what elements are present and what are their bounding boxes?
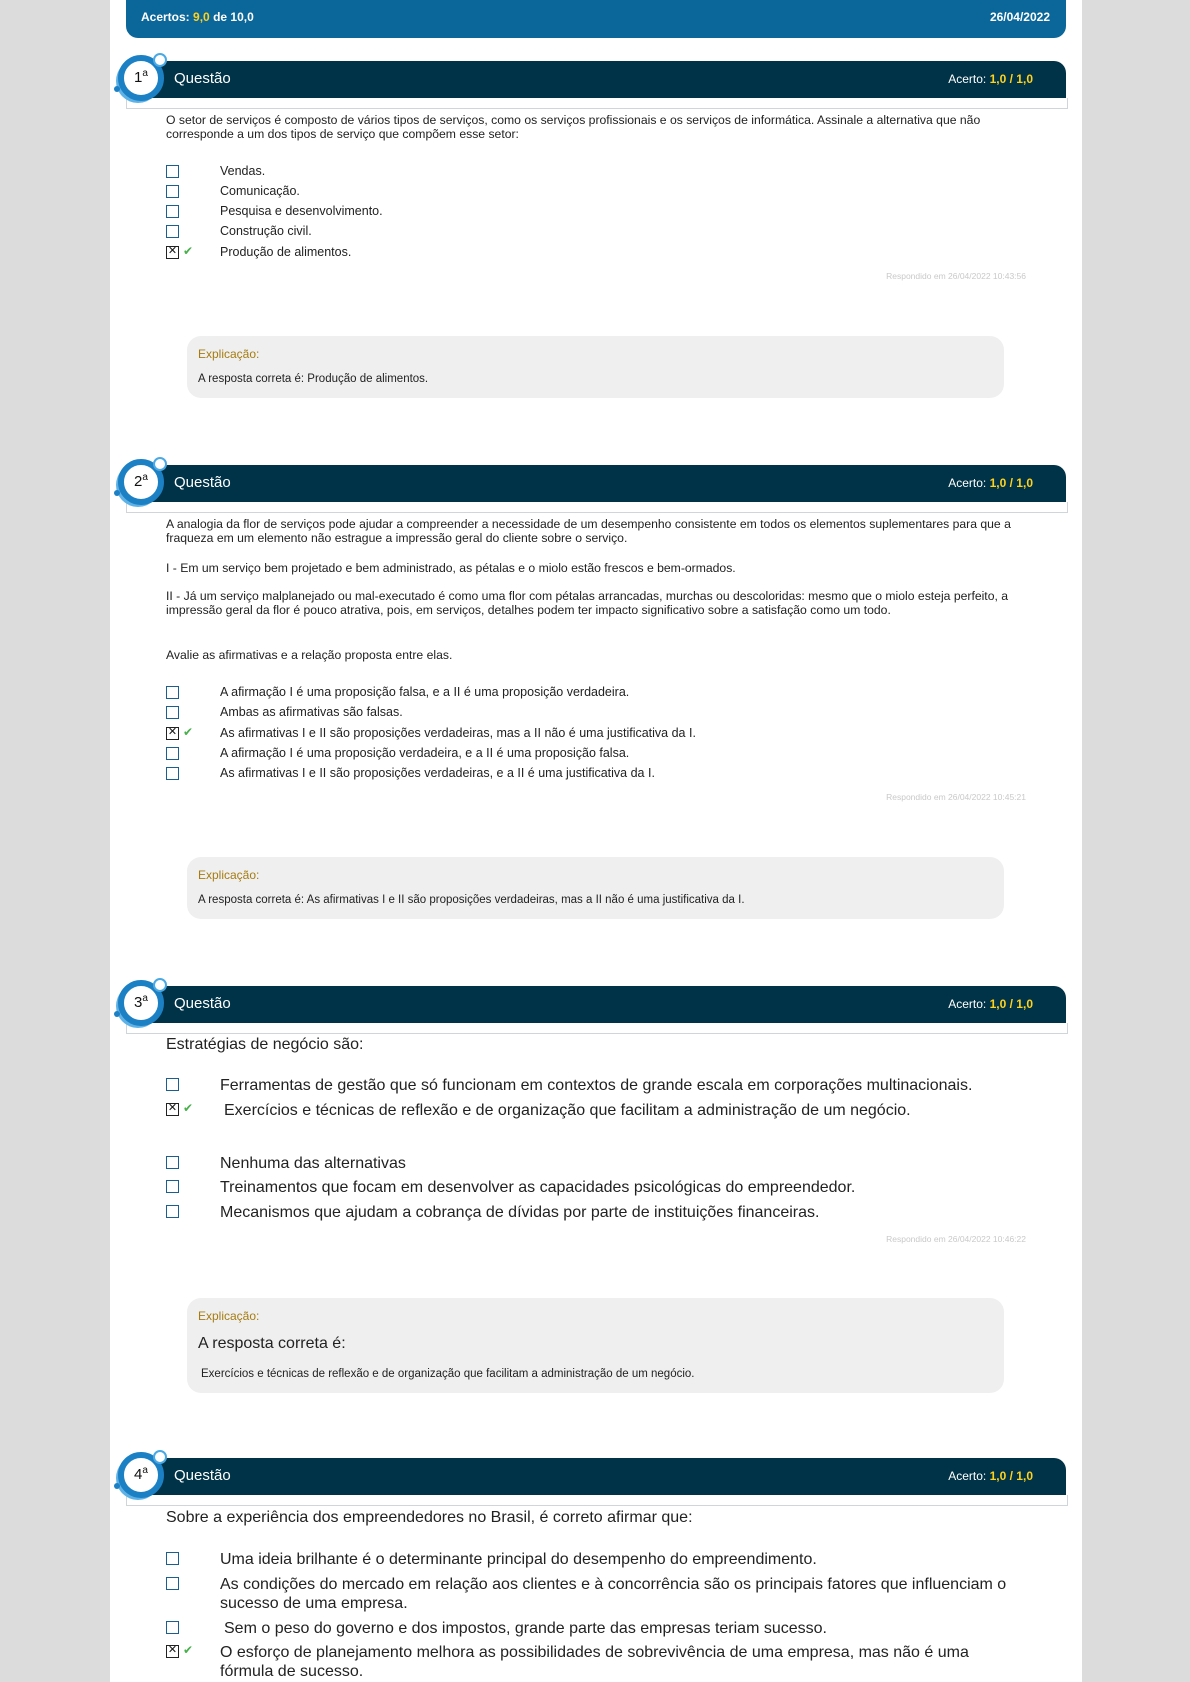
question-score <box>948 997 1033 1011</box>
header-underline <box>126 1495 1068 1506</box>
option-checkbox[interactable] <box>166 185 179 198</box>
exam-date: 26/04/2022 <box>989 10 1050 24</box>
explanation-box <box>187 857 1004 919</box>
option-label: Sem o peso do governo e dos impostos, grande parte das empresas teriam sucesso. <box>224 1620 827 1637</box>
option-label: Uma ideia brilhante é o determinante principal do desempenho do empreendimento. <box>220 1551 817 1568</box>
question-title: Questão <box>174 474 231 491</box>
question-statement: Sobre a experiência dos empreendedores no Brasil, é correto afirmar que: <box>166 1509 693 1526</box>
option-label: A afirmação I é uma proposição verdadeira, e a II é uma proposição falsa. <box>220 746 630 760</box>
option-label: Nenhuma das alternativas <box>220 1155 406 1172</box>
question-number-badge <box>118 1452 164 1498</box>
explanation-box <box>187 1298 1004 1393</box>
question-number: 3 <box>134 994 143 1011</box>
statement-part-i: I - Em um serviço bem projetado e bem administrado, as pétalas e o miolo estão frescos e bem-ormados. <box>166 561 736 575</box>
correct-check-icon: ✔ <box>183 244 194 258</box>
option-checkbox[interactable] <box>166 1577 179 1590</box>
option-label: O esforço de planejamento melhora as possibilidades de sobrevivência de uma empresa, mas não é uma fórmula de sucesso. <box>220 1644 969 1680</box>
option-label: Ambas as afirmativas são falsas. <box>220 705 403 719</box>
option-label: Mecanismos que ajudam a cobrança de dívidas por parte de instituições financeiras. <box>220 1204 820 1221</box>
score-value: 1,0 <box>989 997 1007 1011</box>
option-label: As afirmativas I e II são proposições verdadeiras, e a II é uma justificativa da I. <box>220 766 655 780</box>
score-value: 9,0 <box>193 10 210 24</box>
option-checkbox[interactable] <box>166 1205 179 1218</box>
option-checkbox[interactable] <box>166 767 179 780</box>
statement-instruction: Avalie as afirmativas e a relação proposta entre elas. <box>166 648 453 662</box>
summary-bar <box>126 0 1066 38</box>
explanation-text: A resposta correta é: As afirmativas I e II são proposições verdadeiras, mas a II não é uma justificativa da I. <box>198 894 745 906</box>
question-score <box>948 72 1033 86</box>
header-underline <box>126 502 1068 513</box>
badge-dot-small <box>114 1011 120 1017</box>
score-label: Acertos: <box>141 10 190 24</box>
option-label: As afirmativas I e II são proposições verdadeiras, mas a II não é uma justificativa da I. <box>220 726 696 740</box>
explanation-label: Explicação: <box>198 347 260 361</box>
option-checkbox[interactable] <box>166 686 179 699</box>
option-checkbox[interactable] <box>166 225 179 238</box>
question-title: Questão <box>174 1467 231 1484</box>
score-max: / 1,0 <box>1009 72 1033 86</box>
question-number-badge <box>118 459 164 505</box>
question-header <box>126 1458 1066 1495</box>
question-number: 2 <box>134 473 143 490</box>
question-statement: Estratégias de negócio são: <box>166 1036 364 1053</box>
badge-dot <box>153 53 167 67</box>
option-label: Ferramentas de gestão que só funcionam em contextos de grande escala em corporações multinacionais. <box>220 1077 973 1094</box>
badge-dot-small <box>114 86 120 92</box>
answered-timestamp: Respondido em 26/04/2022 10:46:22 <box>886 1234 1026 1244</box>
question-header <box>126 61 1066 98</box>
option-checkbox[interactable] <box>166 1156 179 1169</box>
question-statement: A analogia da flor de serviços pode ajudar a compreender a necessidade de um desempenho consistente em todos os elementos suplementares para que a fraqueza em um elemento não estrague a impressão geral do cliente sobre o serviço. <box>166 517 1011 545</box>
score-total: de 10,0 <box>213 10 254 24</box>
option-checkbox-checked[interactable] <box>166 727 179 740</box>
question-title: Questão <box>174 995 231 1012</box>
score-label: Acerto: <box>948 72 987 86</box>
score-value: 1,0 <box>989 72 1007 86</box>
score-max: / 1,0 <box>1009 997 1033 1011</box>
score-value: 1,0 <box>989 476 1007 490</box>
ordinal-suffix: a <box>142 472 148 483</box>
option-checkbox[interactable] <box>166 1552 179 1565</box>
option-checkbox[interactable] <box>166 205 179 218</box>
option-checkbox-checked[interactable] <box>166 1103 179 1116</box>
badge-dot <box>153 457 167 471</box>
option-label: Exercícios e técnicas de reflexão e de organização que facilitam a administração de um negócio. <box>224 1102 911 1119</box>
option-checkbox[interactable] <box>166 1180 179 1193</box>
score-max: / 1,0 <box>1009 1469 1033 1483</box>
correct-check-icon: ✔ <box>183 725 194 739</box>
correct-check-icon: ✔ <box>183 1101 194 1115</box>
header-underline <box>126 1023 1068 1034</box>
score-label: Acerto: <box>948 476 987 490</box>
option-label: Vendas. <box>220 164 266 178</box>
question-score <box>948 1469 1033 1483</box>
option-checkbox[interactable] <box>166 747 179 760</box>
question-number-badge <box>118 980 164 1026</box>
option-label: A afirmação I é uma proposição falsa, e a II é uma proposição verdadeira. <box>220 685 630 699</box>
explanation-label: Explicação: <box>198 868 260 882</box>
badge-dot <box>153 1450 167 1464</box>
question-title: Questão <box>174 70 231 87</box>
explanation-heading: A resposta correta é: <box>198 1335 346 1352</box>
question-statement: O setor de serviços é composto de vários tipos de serviços, como os serviços profissionais e os serviços de informática. Assinale a alternativa que não corresponde a um dos tipos de serviço que compõem esse setor: <box>166 113 981 141</box>
score-label: Acerto: <box>948 1469 987 1483</box>
question-number: 1 <box>134 69 143 86</box>
ordinal-suffix: a <box>142 68 148 79</box>
option-label: As condições do mercado em relação aos clientes e à concorrência são os principais fatores que influenciam o sucesso de uma empresa. <box>220 1576 1007 1612</box>
option-checkbox-checked[interactable] <box>166 246 179 259</box>
option-label: Treinamentos que focam em desenvolver as capacidades psicológicas do empreendedor. <box>220 1179 856 1196</box>
option-label: Pesquisa e desenvolvimento. <box>220 204 383 218</box>
correct-check-icon: ✔ <box>183 1643 194 1657</box>
option-label: Produção de alimentos. <box>220 245 352 259</box>
option-label: Construção civil. <box>220 224 312 238</box>
question-number-badge <box>118 55 164 101</box>
total-score <box>141 10 254 24</box>
score-label: Acerto: <box>948 997 987 1011</box>
explanation-text: A resposta correta é: Produção de alimentos. <box>198 373 429 385</box>
answered-timestamp: Respondido em 26/04/2022 10:43:56 <box>886 271 1026 281</box>
question-number: 4 <box>134 1466 143 1483</box>
badge-dot-small <box>114 490 120 496</box>
explanation-label: Explicação: <box>198 1309 260 1323</box>
explanation-box <box>187 336 1004 398</box>
badge-dot-small <box>114 1483 120 1489</box>
badge-dot <box>153 978 167 992</box>
option-label: Comunicação. <box>220 184 300 198</box>
explanation-text: Exercícios e técnicas de reflexão e de organização que facilitam a administração de um negócio. <box>201 1368 695 1380</box>
question-header <box>126 465 1066 502</box>
ordinal-suffix: a <box>142 1465 148 1476</box>
option-checkbox[interactable] <box>166 1621 179 1634</box>
header-underline <box>126 98 1068 109</box>
question-score <box>948 476 1033 490</box>
ordinal-suffix: a <box>142 993 148 1004</box>
score-max: / 1,0 <box>1009 476 1033 490</box>
statement-part-ii: II - Já um serviço malplanejado ou mal-executado é como uma flor com pétalas arrancadas, murchas ou descoloridas: mesmo que o miolo esteja perfeito, a impressão geral da flor é pouco atrativa, pois, em serviços, detalhes podem ter impacto significativo sobre a satisfação como um todo. <box>166 589 1009 617</box>
option-checkbox[interactable] <box>166 1078 179 1091</box>
score-value: 1,0 <box>989 1469 1007 1483</box>
question-header <box>126 986 1066 1023</box>
option-checkbox[interactable] <box>166 165 179 178</box>
option-checkbox-checked[interactable] <box>166 1645 179 1658</box>
answered-timestamp: Respondido em 26/04/2022 10:45:21 <box>886 792 1026 802</box>
option-checkbox[interactable] <box>166 706 179 719</box>
